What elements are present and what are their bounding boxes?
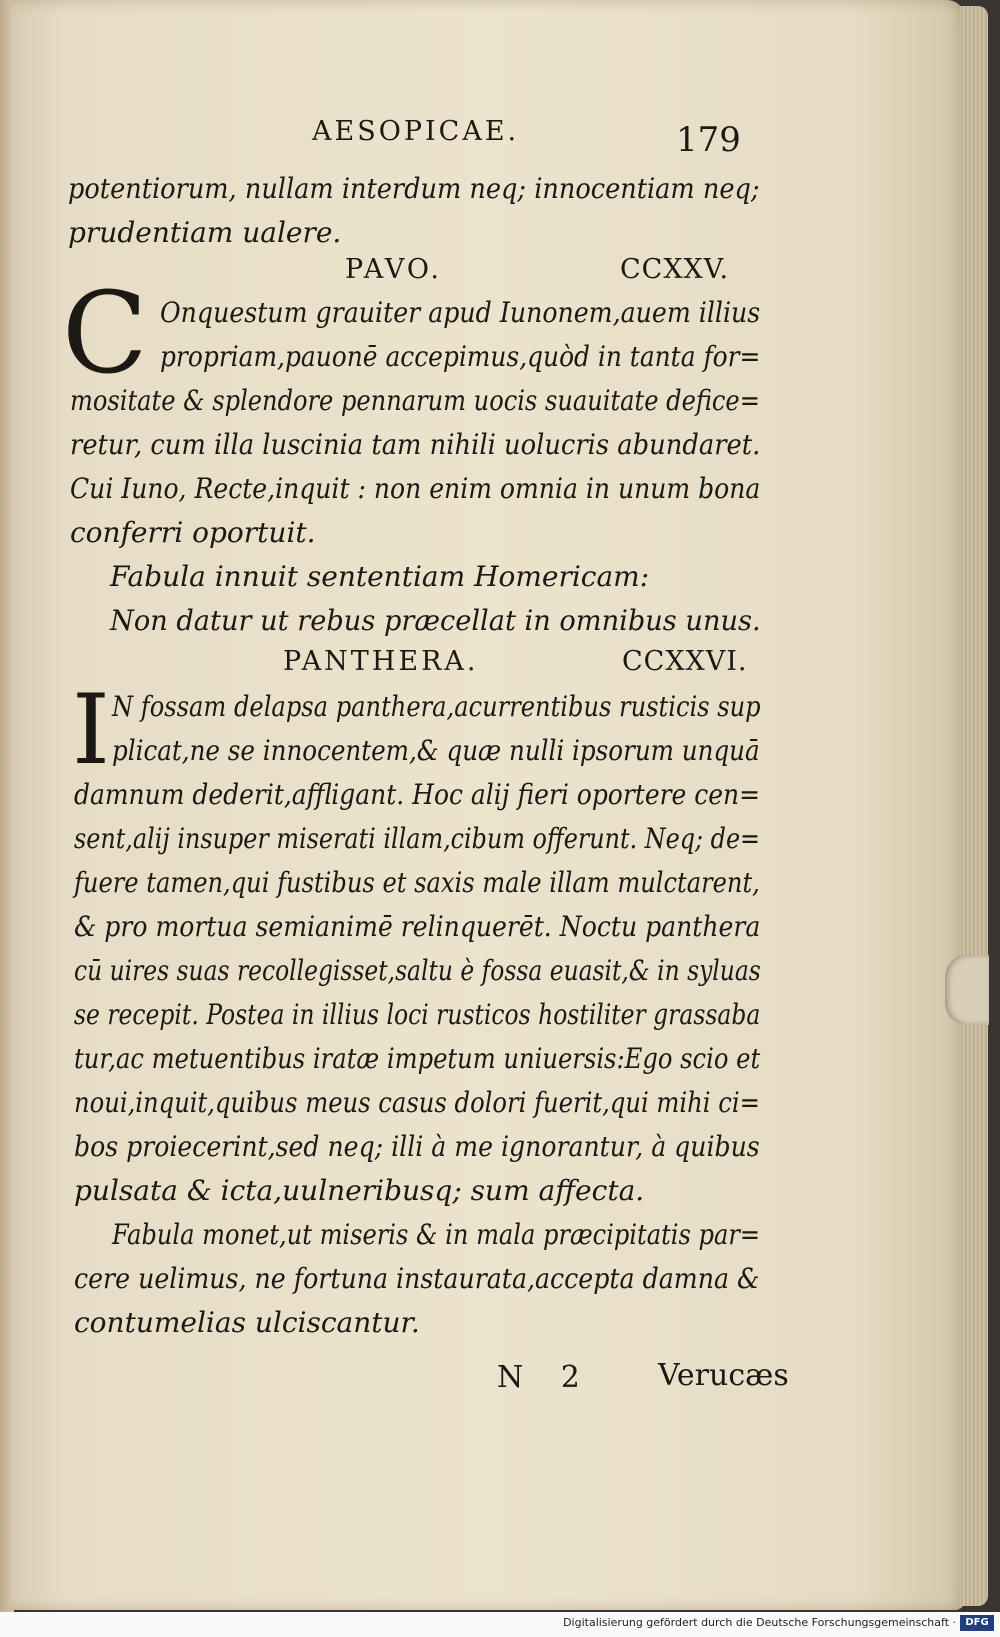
fable-number: CCXXVI. [622,646,748,677]
fable-line: propriam,pauonē accepimus,quòd in tanta for= [160,340,761,373]
fable-number: CCXXV. [620,254,730,285]
fable-line: damnum dederit,affligant. Hoc alij fieri oportere cen= [74,778,761,811]
intro-line: potentiorum, nullam interdum neq; innocentiam neq; [68,172,760,205]
fable-moral: contumelias ulciscantur. [74,1306,420,1339]
fable-line: se recepit. Postea in illius loci rusticos hostiliter grassaba [74,998,761,1031]
fable-moral: Fabula monet,ut miseris & in mala præcipitatis par= [112,1218,761,1251]
fable-line: N fossam delapsa panthera,acurrentibus rusticis sup [112,690,761,723]
intro-line: prudentiam ualere. [68,216,342,249]
fable-line: retur, cum illa luscinia tam nihili uolucris abundaret. [70,428,761,461]
page-fore-edge [960,6,988,1606]
signature-mark: N 2 [497,1360,594,1395]
fable-title: PAVO. [345,254,443,285]
fable-line: fuere tamen,qui fustibus et saxis male illam mulctarent, [74,866,760,899]
fable-line: sent,alij insuper miserati illam,cibum offerunt. Neq; de= [74,822,761,855]
fable-line: Cui Iuno, Recte,inquit : non enim omnia in unum bona [70,472,761,505]
drop-cap-initial: I [72,674,110,786]
running-title: AESOPICAE. [312,116,520,147]
fable-moral: Fabula innuit sententiam Homericam: [110,560,650,593]
dfg-logo: DFG [960,1615,994,1631]
fable-line: conferri oportuit. [70,516,316,549]
fable-line: bos proiecerint,sed neq; illi à me ignorantur, à quibus [74,1130,760,1163]
page-number: 179 [676,120,741,160]
fable-moral: Non datur ut rebus præcellat in omnibus unus. [110,604,761,637]
fable-line: plicat,ne se innocentem,& quæ nulli ipsorum unquā [112,734,760,767]
fable-line: pulsata & icta,uulneribusq; sum affecta. [74,1174,645,1207]
fable-moral: cere uelimus, ne fortuna instaurata,accepta damna & [74,1262,760,1295]
credit-text: Digitalisierung gefördert durch die Deutsche Forschungsgemeinschaft · [563,1616,956,1629]
fable-line: mositate & splendore pennarum uocis suauitate defice= [70,384,760,417]
catchword: Verucæs [658,1358,789,1393]
fable-line: Onquestum grauiter apud Iunonem,auem illius [160,296,761,329]
fable-line: & pro mortua semianimē relinquerēt. Noctu panthera [74,910,761,943]
fable-line: noui,inquit,quibus meus casus dolori fuerit,qui mihi ci= [74,1086,760,1119]
fable-line: cū uires suas recollegisset,saltu è fossa euasit,& in syluas [74,954,761,987]
bookmark-tab [945,955,989,1025]
drop-cap-initial: C [62,269,148,399]
fable-line: tur,ac metuentibus iratæ impetum uniuersis:Ego scio et [74,1042,761,1075]
fable-title: PANTHERA. [283,646,479,677]
